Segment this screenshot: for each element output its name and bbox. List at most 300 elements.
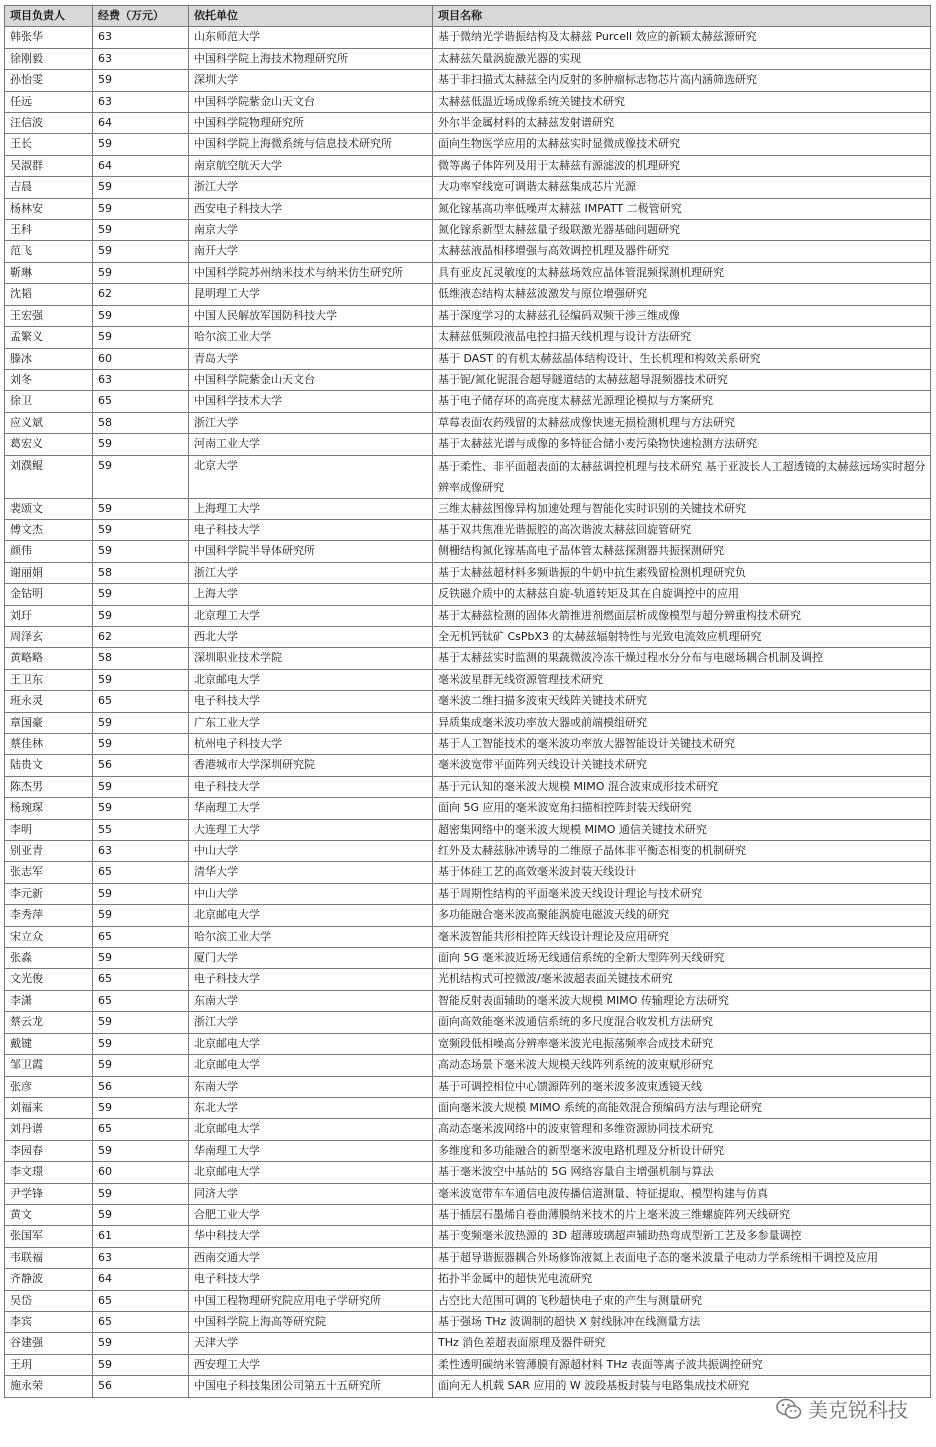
cell-project: 基于体硅工艺的高效毫米波封装天线设计 — [433, 862, 931, 883]
header-institution: 依托单位 — [189, 6, 433, 27]
cell-funding: 59 — [93, 220, 189, 241]
cell-institution: 厦门大学 — [189, 948, 433, 969]
cell-funding: 59 — [93, 262, 189, 283]
table-row — [5, 1162, 931, 1183]
cell-funding: 59 — [93, 734, 189, 755]
cell-leader: 刘丹谱 — [5, 1119, 93, 1140]
cell-institution: 浙江大学 — [189, 177, 433, 198]
wechat-icon — [776, 1398, 802, 1420]
cell-project: 基于强场 THz 波调制的超快 X 射线脉冲在线测量方法 — [433, 1311, 931, 1332]
table-row — [5, 841, 931, 862]
watermark — [776, 1394, 908, 1423]
cell-funding: 59 — [93, 776, 189, 797]
cell-institution: 中山大学 — [189, 841, 433, 862]
cell-institution: 北京大学 — [189, 455, 433, 498]
cell-project: 基于超导谐振器耦合外场修饰液氦上表面电子态的毫米波量子电动力学系统相干调控及应用 — [433, 1247, 931, 1268]
cell-funding: 59 — [93, 1097, 189, 1118]
cell-leader: 韦联福 — [5, 1247, 93, 1268]
cell-leader: 周泽玄 — [5, 626, 93, 647]
table-row — [5, 305, 931, 326]
cell-leader: 王长 — [5, 134, 93, 155]
cell-institution: 山东师范大学 — [189, 27, 433, 48]
cell-institution: 浙江大学 — [189, 412, 433, 433]
cell-leader: 张志军 — [5, 862, 93, 883]
cell-leader: 裴颂文 — [5, 498, 93, 519]
cell-institution: 中国科学院紫金山天文台 — [189, 91, 433, 112]
cell-leader: 戴键 — [5, 1033, 93, 1054]
cell-project: 基于双共焦准光谐振腔的高次谐波太赫兹回旋管研究 — [433, 519, 931, 540]
cell-leader: 宋立众 — [5, 926, 93, 947]
cell-funding: 64 — [93, 155, 189, 176]
table-row — [5, 712, 931, 733]
cell-funding: 60 — [93, 1162, 189, 1183]
cell-funding: 59 — [93, 798, 189, 819]
cell-institution: 合肥工业大学 — [189, 1204, 433, 1225]
cell-project: 氮化镓系新型太赫兹量子级联激光器基础问题研究 — [433, 220, 931, 241]
cell-leader: 文光俊 — [5, 969, 93, 990]
cell-funding: 65 — [93, 969, 189, 990]
cell-funding: 63 — [93, 1247, 189, 1268]
cell-project: 基于可调控相位中心馈源阵列的毫米波多波束透镜天线 — [433, 1076, 931, 1097]
cell-funding: 65 — [93, 862, 189, 883]
cell-leader: 张淼 — [5, 948, 93, 969]
cell-leader: 金钻明 — [5, 584, 93, 605]
cell-institution: 上海大学 — [189, 584, 433, 605]
cell-project: 拓扑半金属中的超快光电流研究 — [433, 1269, 931, 1290]
cell-leader: 汪信波 — [5, 113, 93, 134]
cell-funding: 58 — [93, 562, 189, 583]
cell-funding: 59 — [93, 1354, 189, 1375]
cell-project: 基于插层石墨烯自卷曲薄膜纳米技术的片上毫米波三维螺旋阵列天线研究 — [433, 1204, 931, 1225]
cell-institution: 东南大学 — [189, 990, 433, 1011]
cell-funding: 59 — [93, 905, 189, 926]
cell-funding: 59 — [93, 70, 189, 91]
table-row — [5, 220, 931, 241]
cell-project: 面向 5G 毫米波近场无线通信系统的全新大型阵列天线研究 — [433, 948, 931, 969]
cell-funding: 65 — [93, 1119, 189, 1140]
cell-project: 微等离子体阵列及用于太赫兹有源滤波的机理研究 — [433, 155, 931, 176]
cell-leader: 邹卫霞 — [5, 1055, 93, 1076]
cell-leader: 颜伟 — [5, 541, 93, 562]
cell-leader: 谢丽娟 — [5, 562, 93, 583]
cell-leader: 蔡云龙 — [5, 1012, 93, 1033]
cell-funding: 60 — [93, 348, 189, 369]
table-row — [5, 369, 931, 390]
cell-funding: 59 — [93, 134, 189, 155]
cell-funding: 63 — [93, 91, 189, 112]
cell-funding: 59 — [93, 519, 189, 540]
table-row — [5, 91, 931, 112]
cell-funding: 63 — [93, 369, 189, 390]
project-table — [4, 5, 931, 1398]
cell-leader: 孙怡雯 — [5, 70, 93, 91]
cell-funding: 64 — [93, 1269, 189, 1290]
table-row — [5, 134, 931, 155]
cell-institution: 南京大学 — [189, 220, 433, 241]
cell-institution: 南开大学 — [189, 241, 433, 262]
cell-institution: 东南大学 — [189, 1076, 433, 1097]
table-row — [5, 1333, 931, 1354]
table-row — [5, 905, 931, 926]
cell-funding: 59 — [93, 712, 189, 733]
cell-institution: 电子科技大学 — [189, 776, 433, 797]
cell-project: 智能反射表面辅助的毫米波大规模 MIMO 传输理论方法研究 — [433, 990, 931, 1011]
table-row — [5, 113, 931, 134]
cell-institution: 大连理工大学 — [189, 819, 433, 840]
cell-project: 低维液态结构太赫兹波激发与原位增强研究 — [433, 284, 931, 305]
cell-institution: 西安理工大学 — [189, 1354, 433, 1375]
cell-project: THz 消色差超表面原理及器件研究 — [433, 1333, 931, 1354]
cell-funding: 59 — [93, 241, 189, 262]
cell-project: 基于太赫兹实时监测的果蔬微波冷冻干燥过程水分分布与电磁场耦合机制及调控 — [433, 648, 931, 669]
table-row — [5, 1183, 931, 1204]
cell-institution: 香港城市大学深圳研究院 — [189, 755, 433, 776]
cell-project: 太赫兹矢量涡旋激光器的实现 — [433, 48, 931, 69]
cell-project: 高动态毫米波网络中的波束管理和多维资源协同技术研究 — [433, 1119, 931, 1140]
cell-project: 基于元认知的毫米波大规模 MIMO 混合波束成形技术研究 — [433, 776, 931, 797]
cell-funding: 65 — [93, 990, 189, 1011]
header-leader: 项目负责人 — [5, 6, 93, 27]
cell-project: 毫米波宽带平面阵列天线设计关键技术研究 — [433, 755, 931, 776]
cell-leader: 葛宏义 — [5, 434, 93, 455]
cell-project: 全无机钙钛矿 CsPbX3 的太赫兹辐射特性与光致电流效应机理研究 — [433, 626, 931, 647]
table-row — [5, 1076, 931, 1097]
table-row — [5, 605, 931, 626]
cell-funding: 65 — [93, 691, 189, 712]
cell-funding: 59 — [93, 327, 189, 348]
cell-leader: 齐静波 — [5, 1269, 93, 1290]
cell-institution: 北京理工大学 — [189, 605, 433, 626]
table-body — [5, 27, 931, 1397]
table-row — [5, 412, 931, 433]
cell-institution: 西北大学 — [189, 626, 433, 647]
cell-project: 红外及太赫兹脉冲诱导的二维原子晶体非平衡态相变的机制研究 — [433, 841, 931, 862]
cell-project: 具有亚皮瓦灵敏度的太赫兹场效应晶体管混频探测机理研究 — [433, 262, 931, 283]
cell-leader: 王宏强 — [5, 305, 93, 326]
cell-leader: 范飞 — [5, 241, 93, 262]
cell-institution: 东北大学 — [189, 1097, 433, 1118]
cell-funding: 59 — [93, 1183, 189, 1204]
table-row — [5, 48, 931, 69]
cell-funding: 59 — [93, 1012, 189, 1033]
cell-funding: 65 — [93, 1311, 189, 1332]
cell-leader: 蔡佳林 — [5, 734, 93, 755]
cell-funding: 59 — [93, 455, 189, 498]
cell-institution: 深圳大学 — [189, 70, 433, 91]
cell-institution: 青岛大学 — [189, 348, 433, 369]
table-row — [5, 1097, 931, 1118]
cell-leader: 杨林安 — [5, 198, 93, 219]
cell-leader: 李园春 — [5, 1140, 93, 1161]
cell-funding: 65 — [93, 391, 189, 412]
cell-project: 侧栅结构氮化镓基高电子晶体管太赫兹探测器共振探测研究 — [433, 541, 931, 562]
cell-project: 反铁磁介质中的太赫兹自旋-轨道转矩及其在自旋调控中的应用 — [433, 584, 931, 605]
cell-leader: 刘冬 — [5, 369, 93, 390]
cell-institution: 中国科学院紫金山天文台 — [189, 369, 433, 390]
table-row — [5, 327, 931, 348]
cell-funding: 65 — [93, 1290, 189, 1311]
cell-project: 毫米波二维扫描多波束天线阵关键技术研究 — [433, 691, 931, 712]
cell-project: 基于 DAST 的有机太赫兹晶体结构设计、生长机理和构效关系研究 — [433, 348, 931, 369]
cell-leader: 吴淑群 — [5, 155, 93, 176]
cell-funding: 59 — [93, 669, 189, 690]
cell-project: 基于太赫兹超材料多频谐振的牛奶中抗生素残留检测机理研究负 — [433, 562, 931, 583]
cell-institution: 哈尔滨工业大学 — [189, 327, 433, 348]
cell-project: 占空比大范围可调的飞秒超快电子束的产生与测量研究 — [433, 1290, 931, 1311]
table-row — [5, 669, 931, 690]
cell-funding: 62 — [93, 626, 189, 647]
cell-leader: 章国豪 — [5, 712, 93, 733]
cell-institution: 华中科技大学 — [189, 1226, 433, 1247]
table-row — [5, 1290, 931, 1311]
cell-funding: 59 — [93, 434, 189, 455]
cell-institution: 电子科技大学 — [189, 519, 433, 540]
cell-project: 异质集成毫米波功率放大器或前端模组研究 — [433, 712, 931, 733]
cell-leader: 李元新 — [5, 883, 93, 904]
cell-institution: 中国电子科技集团公司第五十五研究所 — [189, 1376, 433, 1397]
cell-institution: 中国科学院上海技术物理研究所 — [189, 48, 433, 69]
cell-funding: 59 — [93, 1204, 189, 1225]
cell-funding: 59 — [93, 1140, 189, 1161]
table-row — [5, 926, 931, 947]
cell-institution: 昆明理工大学 — [189, 284, 433, 305]
cell-funding: 59 — [93, 1333, 189, 1354]
table-row — [5, 862, 931, 883]
cell-leader: 沈韬 — [5, 284, 93, 305]
table-row — [5, 262, 931, 283]
cell-funding: 59 — [93, 305, 189, 326]
table-row — [5, 1226, 931, 1247]
cell-funding: 59 — [93, 883, 189, 904]
cell-leader: 应义斌 — [5, 412, 93, 433]
cell-institution: 同济大学 — [189, 1183, 433, 1204]
cell-project: 外尔半金属材料的太赫兹发射谱研究 — [433, 113, 931, 134]
cell-institution: 中国科学院上海微系统与信息技术研究所 — [189, 134, 433, 155]
cell-funding: 59 — [93, 541, 189, 562]
cell-project: 基于周期性结构的平面毫米波天线设计理论与技术研究 — [433, 883, 931, 904]
table-row — [5, 284, 931, 305]
cell-project: 氮化镓基高功率低噪声太赫兹 IMPATT 二极管研究 — [433, 198, 931, 219]
cell-project: 基于柔性、非平面超表面的太赫兹调控机理与技术研究 基于亚波长人工超透镜的太赫兹远场实时超分辨率成像研究 — [433, 455, 931, 498]
cell-institution: 浙江大学 — [189, 562, 433, 583]
cell-institution: 北京邮电大学 — [189, 1162, 433, 1183]
cell-project: 毫米波星群无线资源管理技术研究 — [433, 669, 931, 690]
table-row — [5, 155, 931, 176]
cell-leader: 黄文 — [5, 1204, 93, 1225]
cell-project: 多维度和多功能融合的新型毫米波电路机理及分析设计研究 — [433, 1140, 931, 1161]
table-row — [5, 541, 931, 562]
cell-institution: 北京邮电大学 — [189, 1033, 433, 1054]
cell-project: 三维太赫兹图像异构加速处理与智能化实时识别的关键技术研究 — [433, 498, 931, 519]
watermark-text: 美克锐科技 — [808, 1398, 908, 1422]
cell-funding: 58 — [93, 412, 189, 433]
header-row — [5, 6, 931, 27]
table-row — [5, 626, 931, 647]
cell-funding: 62 — [93, 284, 189, 305]
cell-leader: 韩张华 — [5, 27, 93, 48]
cell-institution: 广东工业大学 — [189, 712, 433, 733]
cell-leader: 滕冰 — [5, 348, 93, 369]
cell-leader: 李文璟 — [5, 1162, 93, 1183]
cell-leader: 李秀萍 — [5, 905, 93, 926]
cell-funding: 64 — [93, 113, 189, 134]
header-funding: 经费（万元） — [93, 6, 189, 27]
cell-institution: 西安电子科技大学 — [189, 198, 433, 219]
cell-project: 太赫兹液晶相移增强与高效调控机理及器件研究 — [433, 241, 931, 262]
cell-project: 基于变频毫米波热源的 3D 超薄玻璃超声辅助热弯成型新工艺及多参量调控 — [433, 1226, 931, 1247]
cell-leader: 孟繁义 — [5, 327, 93, 348]
cell-funding: 58 — [93, 648, 189, 669]
table-row — [5, 177, 931, 198]
table-row — [5, 819, 931, 840]
cell-project: 面向 5G 应用的毫米波宽角扫描相控阵封装天线研究 — [433, 798, 931, 819]
cell-project: 基于铌/氮化铌混合超导隧道结的太赫兹超导混频器技术研究 — [433, 369, 931, 390]
cell-project: 高动态场景下毫米波大规模天线阵列系统的波束赋形研究 — [433, 1055, 931, 1076]
cell-project: 面向毫米波大规模 MIMO 系统的高能效混合预编码方法与理论研究 — [433, 1097, 931, 1118]
cell-leader: 别亚青 — [5, 841, 93, 862]
cell-project: 宽频段低相噪高分辨率毫米波光电振荡频率合成技术研究 — [433, 1033, 931, 1054]
table-row — [5, 1311, 931, 1332]
table-row — [5, 498, 931, 519]
table-row — [5, 1354, 931, 1375]
cell-funding: 59 — [93, 198, 189, 219]
cell-funding: 61 — [93, 1226, 189, 1247]
table-row — [5, 434, 931, 455]
cell-leader: 施永荣 — [5, 1376, 93, 1397]
cell-funding: 63 — [93, 48, 189, 69]
cell-funding: 56 — [93, 1376, 189, 1397]
cell-leader: 任远 — [5, 91, 93, 112]
cell-project: 多功能融合毫米波高聚能涡旋电磁波天线的研究 — [433, 905, 931, 926]
table-row — [5, 1140, 931, 1161]
cell-funding: 59 — [93, 498, 189, 519]
table-row — [5, 691, 931, 712]
cell-project: 太赫兹低温近场成像系统关键技术研究 — [433, 91, 931, 112]
cell-project: 面向高效能毫米波通信系统的多尺度混合收发机方法研究 — [433, 1012, 931, 1033]
cell-institution: 河南工业大学 — [189, 434, 433, 455]
cell-project: 基于电子储存环的高亮度太赫兹光源理论模拟与方案研究 — [433, 391, 931, 412]
table-row — [5, 755, 931, 776]
table-row — [5, 391, 931, 412]
cell-leader: 王玥 — [5, 1354, 93, 1375]
cell-leader: 张彦 — [5, 1076, 93, 1097]
table-row — [5, 27, 931, 48]
table-row — [5, 241, 931, 262]
table-row — [5, 883, 931, 904]
cell-funding: 55 — [93, 819, 189, 840]
header-project: 项目名称 — [433, 6, 931, 27]
table-row — [5, 455, 931, 498]
cell-funding: 65 — [93, 926, 189, 947]
cell-project: 大功率窄线宽可调谐太赫兹集成芯片光源 — [433, 177, 931, 198]
cell-institution: 中国科学院苏州纳米技术与纳米仿生研究所 — [189, 262, 433, 283]
cell-project: 毫米波宽带车车通信电波传播信道测量、特征提取、模型构建与仿真 — [433, 1183, 931, 1204]
cell-leader: 刘福来 — [5, 1097, 93, 1118]
table-row — [5, 70, 931, 91]
table-row — [5, 1033, 931, 1054]
cell-institution: 华南理工大学 — [189, 1140, 433, 1161]
cell-funding: 59 — [93, 605, 189, 626]
cell-institution: 浙江大学 — [189, 1012, 433, 1033]
cell-project: 光机结构式可控微波/毫米波超表面关键技术研究 — [433, 969, 931, 990]
cell-leader: 黄略略 — [5, 648, 93, 669]
cell-project: 毫米波智能共形相控阵天线设计理论及应用研究 — [433, 926, 931, 947]
cell-funding: 63 — [93, 27, 189, 48]
cell-funding: 59 — [93, 948, 189, 969]
cell-institution: 华南理工大学 — [189, 798, 433, 819]
cell-leader: 徐卫 — [5, 391, 93, 412]
cell-institution: 中国科学院半导体研究所 — [189, 541, 433, 562]
cell-institution: 西南交通大学 — [189, 1247, 433, 1268]
table-row — [5, 776, 931, 797]
cell-institution: 电子科技大学 — [189, 969, 433, 990]
cell-leader: 谷建强 — [5, 1333, 93, 1354]
cell-leader: 尹学锋 — [5, 1183, 93, 1204]
cell-institution: 中国人民解放军国防科技大学 — [189, 305, 433, 326]
cell-institution: 杭州电子科技大学 — [189, 734, 433, 755]
cell-project: 柔性透明碳纳米管薄膜有源超材料 THz 表面等离子波共振调控研究 — [433, 1354, 931, 1375]
table-row — [5, 198, 931, 219]
cell-institution: 清华大学 — [189, 862, 433, 883]
cell-leader: 刘玗 — [5, 605, 93, 626]
cell-institution: 中国科学院上海高等研究院 — [189, 1311, 433, 1332]
cell-institution: 中山大学 — [189, 883, 433, 904]
cell-leader: 陆贵文 — [5, 755, 93, 776]
table-row — [5, 562, 931, 583]
cell-institution: 上海理工大学 — [189, 498, 433, 519]
cell-funding: 63 — [93, 841, 189, 862]
cell-institution: 北京邮电大学 — [189, 905, 433, 926]
table-row — [5, 990, 931, 1011]
cell-institution: 电子科技大学 — [189, 691, 433, 712]
cell-leader: 徐刚毅 — [5, 48, 93, 69]
cell-leader: 傅文杰 — [5, 519, 93, 540]
cell-project: 基于非扫描式太赫兹全内反射的多肿瘤标志物芯片高内涵筛选研究 — [433, 70, 931, 91]
cell-project: 基于太赫兹光谱与成像的多特征合储小麦污染物快速检测方法研究 — [433, 434, 931, 455]
cell-leader: 陈杰男 — [5, 776, 93, 797]
table-row — [5, 1247, 931, 1268]
cell-leader: 杨琬琛 — [5, 798, 93, 819]
table-row — [5, 969, 931, 990]
cell-project: 基于深度学习的太赫兹孔径编码双频干涉三维成像 — [433, 305, 931, 326]
table-row — [5, 1055, 931, 1076]
cell-leader: 王科 — [5, 220, 93, 241]
cell-institution: 中国科学技术大学 — [189, 391, 433, 412]
cell-leader: 李宾 — [5, 1311, 93, 1332]
table-row — [5, 948, 931, 969]
cell-leader: 靳琳 — [5, 262, 93, 283]
cell-funding: 56 — [93, 755, 189, 776]
table-row — [5, 648, 931, 669]
cell-institution: 电子科技大学 — [189, 1269, 433, 1290]
cell-funding: 59 — [93, 1033, 189, 1054]
table-row — [5, 734, 931, 755]
cell-leader: 吴岱 — [5, 1290, 93, 1311]
cell-project: 面向生物医学应用的太赫兹实时显微成像技术研究 — [433, 134, 931, 155]
cell-leader: 李潇 — [5, 990, 93, 1011]
cell-funding: 59 — [93, 1055, 189, 1076]
cell-leader: 王卫东 — [5, 669, 93, 690]
cell-project: 超密集网络中的毫米波大规模 MIMO 通信关键技术研究 — [433, 819, 931, 840]
table-row — [5, 798, 931, 819]
cell-leader: 李明 — [5, 819, 93, 840]
cell-project: 太赫兹低频段液晶电控扫描天线机理与设计方法研究 — [433, 327, 931, 348]
cell-funding: 59 — [93, 584, 189, 605]
cell-institution: 北京邮电大学 — [189, 1119, 433, 1140]
table-row — [5, 348, 931, 369]
cell-institution: 深圳职业技术学院 — [189, 648, 433, 669]
cell-leader: 张国军 — [5, 1226, 93, 1247]
